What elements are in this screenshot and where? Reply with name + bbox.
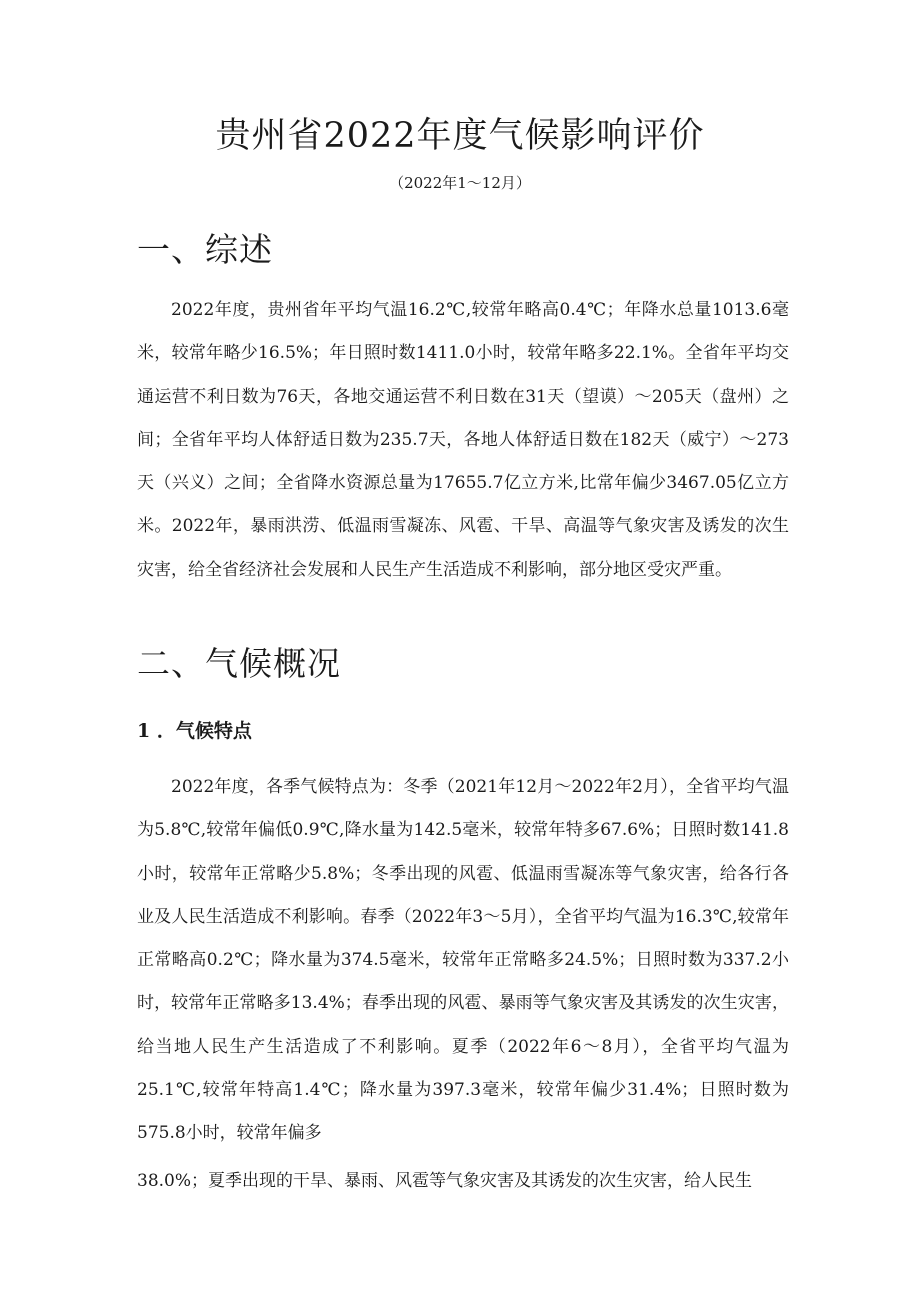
document-subtitle: （2022年1～12月） [389,174,531,192]
section-heading-overview: 一、综述 [137,230,273,269]
climate-features-paragraph: 2022年度，各季气候特点为：冬季（2021年12月～2022年2月），全省平均气温为5.8℃,较常年偏低0.9℃,降水量为142.5毫米，较常年特多67.6%；日照时数141.8小时，较常年正常略少5.8%；冬季出现的风雹、低温雨雪凝冻等气象灾害，给各行各业及人民生活造成不利影响。春季（2022年3～5月），全省平均气温为16.3℃,较常年正常略高0.2℃；降水量为374.5毫米，较常年正常略多24.5%；日照时数为337.2小时，较常年正常略多13.4%；春季出现的风雹、暴雨等气象灾害及其诱发的次生灾害，给当地人民生产生活造成了不利影响。夏季（2022年6～8月），全省平均气温为25.1℃,较常年特高1.4℃；降水量为397.3毫米，较常年偏少31.4%；日照时数为575.8小时，较常年偏多 [137,777,789,1144]
climate-features-continuation: 38.0%；夏季出现的干旱、暴雨、风雹等气象灾害及其诱发的次生灾害，给人民生 [137,1171,753,1191]
subsection-heading-climate-features: 1 ．气候特点 [137,720,252,742]
section-heading-climate-overview: 二、气候概况 [137,644,341,683]
document-title: 贵州省2022年度气候影响评价 [215,116,705,156]
overview-paragraph: 2022年度，贵州省年平均气温16.2℃,较常年略高0.4℃；年降水总量1013.6毫米，较常年略少16.5%；年日照时数1411.0小时，较常年略多22.1%。全省年平均交通运营不利日数为76天，各地交通运营不利日数在31天（望谟）～205天（盘州）之间；全省年平均人体舒适日数为235.7天，各地人体舒适日数在182天（威宁）～273天（兴义）之间；全省降水资源总量为17655.7亿立方米,比常年偏少3467.05亿立方米。2022年，暴雨洪涝、低温雨雪凝冻、风雹、干旱、高温等气象灾害及诱发的次生灾害，给全省经济社会发展和人民生产生活造成不利影响，部分地区受灾严重。 [137,300,789,580]
